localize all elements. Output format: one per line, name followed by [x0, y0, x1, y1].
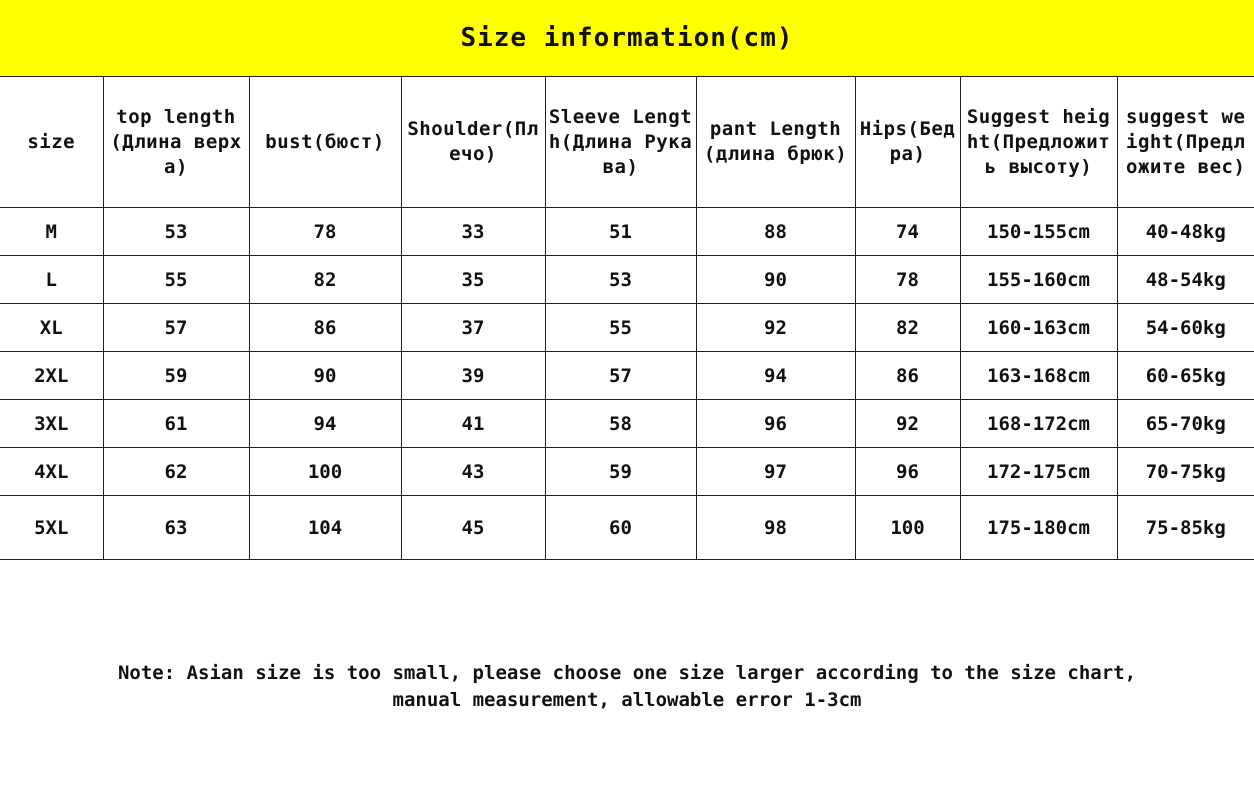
header-size: size: [0, 77, 103, 208]
cell-size: 5XL: [0, 496, 103, 560]
cell-suggest-weight: 60-65kg: [1117, 352, 1254, 400]
table-row: [0, 256, 1254, 304]
cell-top-length: 55: [103, 256, 249, 304]
cell-top-length: 53: [103, 208, 249, 256]
cell-top-length: 59: [103, 352, 249, 400]
header-row: [0, 77, 1254, 208]
header-suggest-weight: suggest weight(Предложите вес): [1117, 77, 1254, 208]
header-shoulder: Shoulder(Плечо): [401, 77, 545, 208]
cell-bust: 86: [249, 304, 401, 352]
header-top-length: top length(Длина верха): [103, 77, 249, 208]
cell-top-length: 63: [103, 496, 249, 560]
cell-hips: 74: [855, 208, 960, 256]
size-note: [0, 660, 1254, 714]
cell-shoulder: 33: [401, 208, 545, 256]
table-row: [0, 496, 1254, 560]
cell-sleeve-length: 60: [545, 496, 696, 560]
cell-suggest-height: 160-163cm: [960, 304, 1117, 352]
cell-size: L: [0, 256, 103, 304]
page-title: Size information(cm): [460, 23, 794, 53]
cell-suggest-weight: 48-54kg: [1117, 256, 1254, 304]
cell-sleeve-length: 59: [545, 448, 696, 496]
cell-bust: 90: [249, 352, 401, 400]
cell-hips: 86: [855, 352, 960, 400]
cell-shoulder: 45: [401, 496, 545, 560]
cell-top-length: 57: [103, 304, 249, 352]
cell-suggest-height: 168-172cm: [960, 400, 1117, 448]
cell-suggest-height: 172-175cm: [960, 448, 1117, 496]
cell-hips: 92: [855, 400, 960, 448]
cell-bust: 94: [249, 400, 401, 448]
cell-sleeve-length: 51: [545, 208, 696, 256]
cell-pant-length: 98: [696, 496, 855, 560]
cell-suggest-weight: 40-48kg: [1117, 208, 1254, 256]
title-banner: [0, 0, 1254, 76]
cell-suggest-height: 150-155cm: [960, 208, 1117, 256]
header-sleeve-length: Sleeve Length(Длина Рукава): [545, 77, 696, 208]
cell-suggest-weight: 70-75kg: [1117, 448, 1254, 496]
cell-suggest-weight: 65-70kg: [1117, 400, 1254, 448]
cell-bust: 104: [249, 496, 401, 560]
table-row: [0, 208, 1254, 256]
cell-hips: 78: [855, 256, 960, 304]
cell-hips: 96: [855, 448, 960, 496]
cell-pant-length: 97: [696, 448, 855, 496]
cell-pant-length: 90: [696, 256, 855, 304]
cell-size: M: [0, 208, 103, 256]
cell-bust: 78: [249, 208, 401, 256]
header-pant-length: pant Length(длина брюк): [696, 77, 855, 208]
cell-pant-length: 94: [696, 352, 855, 400]
cell-bust: 100: [249, 448, 401, 496]
cell-suggest-height: 175-180cm: [960, 496, 1117, 560]
cell-top-length: 62: [103, 448, 249, 496]
cell-pant-length: 88: [696, 208, 855, 256]
cell-shoulder: 41: [401, 400, 545, 448]
cell-top-length: 61: [103, 400, 249, 448]
cell-suggest-weight: 75-85kg: [1117, 496, 1254, 560]
header-suggest-height: Suggest height(Предложить высоту): [960, 77, 1117, 208]
header-bust: bust(бюст): [249, 77, 401, 208]
note-line-2: manual measurement, allowable error 1-3cm: [392, 689, 862, 711]
table-row: [0, 304, 1254, 352]
cell-size: 4XL: [0, 448, 103, 496]
cell-sleeve-length: 58: [545, 400, 696, 448]
cell-size: 2XL: [0, 352, 103, 400]
header-hips: Hips(Бедра): [855, 77, 960, 208]
cell-size: XL: [0, 304, 103, 352]
cell-hips: 100: [855, 496, 960, 560]
cell-pant-length: 92: [696, 304, 855, 352]
cell-size: 3XL: [0, 400, 103, 448]
cell-shoulder: 35: [401, 256, 545, 304]
cell-pant-length: 96: [696, 400, 855, 448]
size-chart-table: [0, 76, 1254, 560]
note-line-1: Note: Asian size is too small, please choose one size larger according to the size chart,: [117, 662, 1137, 684]
cell-sleeve-length: 53: [545, 256, 696, 304]
cell-sleeve-length: 57: [545, 352, 696, 400]
cell-bust: 82: [249, 256, 401, 304]
table-row: [0, 400, 1254, 448]
cell-suggest-height: 155-160cm: [960, 256, 1117, 304]
cell-hips: 82: [855, 304, 960, 352]
cell-shoulder: 39: [401, 352, 545, 400]
cell-shoulder: 37: [401, 304, 545, 352]
cell-suggest-height: 163-168cm: [960, 352, 1117, 400]
cell-suggest-weight: 54-60kg: [1117, 304, 1254, 352]
cell-shoulder: 43: [401, 448, 545, 496]
table-row: [0, 352, 1254, 400]
cell-sleeve-length: 55: [545, 304, 696, 352]
table-row: [0, 448, 1254, 496]
